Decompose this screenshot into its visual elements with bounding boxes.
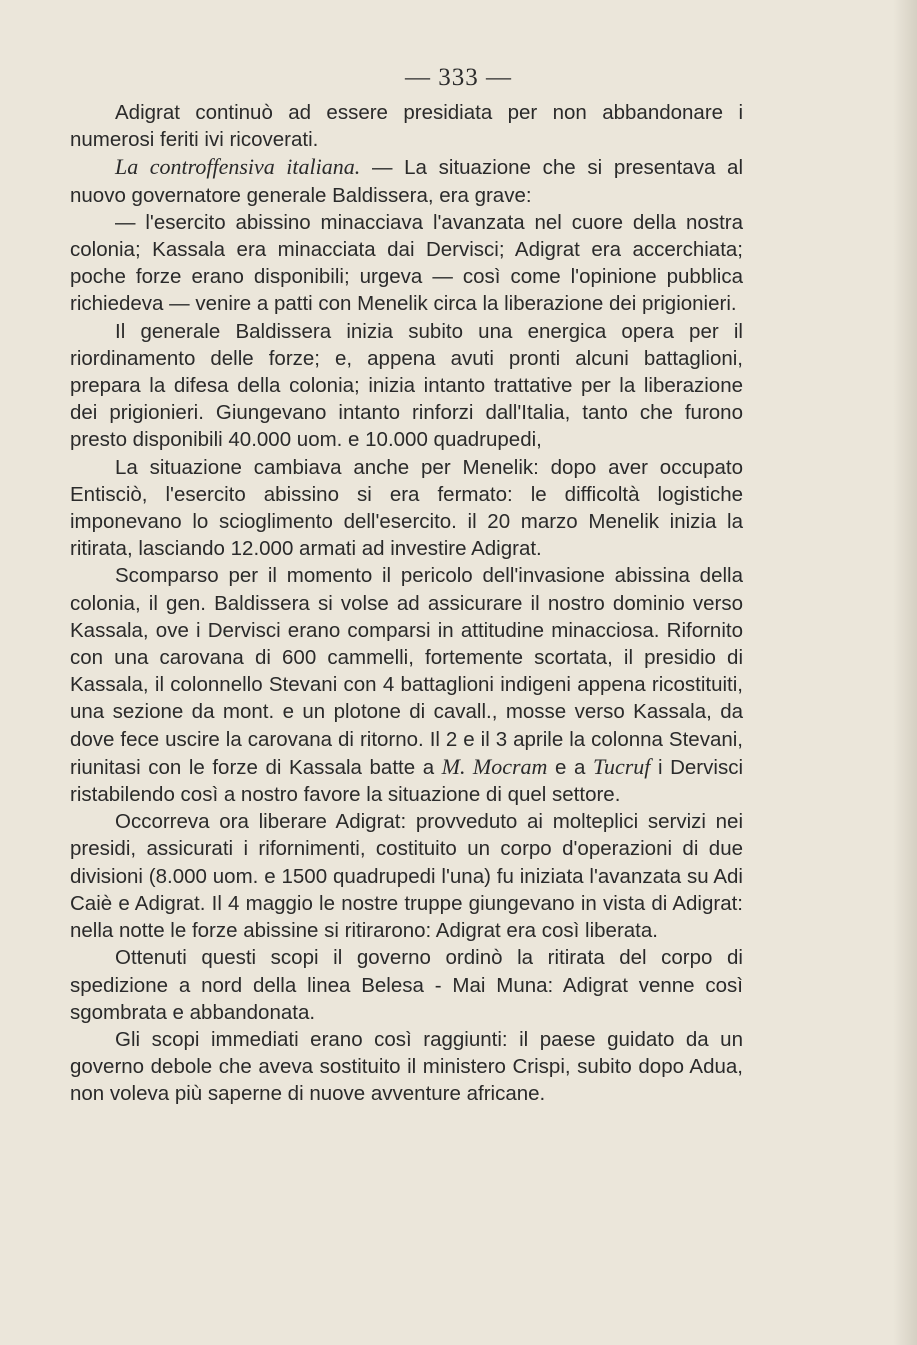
paragraph <box>70 153 743 208</box>
paragraph-text: Adigrat continuò ad essere presidiata per non abbandonare i numerosi feriti ivi ricoverati. <box>70 101 743 152</box>
place-name: M. Mocram <box>441 753 548 779</box>
paragraph <box>70 454 743 563</box>
paragraph-text: — La situazione che si presentava al nuovo governatore generale Baldissera, era grave: <box>70 156 743 207</box>
section-heading: La controffensiva italiana. <box>115 154 361 180</box>
paragraph-text: e a <box>547 755 593 779</box>
paragraph <box>70 99 743 153</box>
paragraph <box>70 209 743 318</box>
paragraph-text: Scomparso per il momento il pericolo dell'invasione abissina della colonia, il gen. Baldissera si volse ad assicurare il nostro dominio verso Kassala, ove i Dervisci erano comparsi in attitudine minacciosa. Rifornito con una carovana di 600 cammelli, fortemente scortata, il presidio di Kassala, il colonnello Stevani con 4 battaglioni indigeni appena ricostituiti, una sezione da mont. e un plotone di cavall., mosse verso Kassala, da dove fece uscire la carovana di ritorno. Il 2 e il 3 aprile la colonna Stevani, riunitasi con le forze di Kassala batte a <box>70 564 743 779</box>
paragraph <box>70 944 743 1026</box>
paragraph-text: Occorreva ora liberare Adigrat: provveduto ai molteplici servizi nei presidi, assicurati i rifornimenti, costituito un corpo d'operazioni di due divisioni (8.000 uom. e 1500 quadrupedi l'una) fu iniziata l'avanzata su Adi Caiè e Adigrat. Il 4 maggio le nostre truppe giungevano in vista di Adigrat: nella notte le forze abissine si ritirarono: Adigrat era così liberata. <box>70 810 743 943</box>
paragraph-text: Gli scopi immediati erano così raggiunti: il paese guidato da un governo debole che aveva sostituito il ministero Crispi, subito dopo Adua, non voleva più saperne di nuove avventure africane. <box>70 1027 743 1106</box>
paragraph-text: Il generale Baldissera inizia subito una energica opera per il riordinamento delle forze; e, appena avuti pronti alcuni battaglioni, prepara la difesa della colonia; inizia intanto trattative per la liberazione dei prigionieri. Giungevano intanto rinforzi dall'Italia, tanto che furono presto disponibili 40.000 uom. e 10.000 quadrupedi, <box>70 319 743 452</box>
paragraph <box>70 562 743 808</box>
paragraph <box>70 808 743 944</box>
paragraph <box>70 1026 743 1108</box>
paragraph-text: La situazione cambiava anche per Menelik: dopo aver occupato Entisciò, l'esercito abissino si era fermato: le difficoltà logistiche imponevano lo scioglimento dell'esercito. il 20 marzo Menelik inizia la ritirata, lasciando 12.000 armati ad investire Adigrat. <box>70 455 743 561</box>
paragraph-text: — l'esercito abissino minacciava l'avanzata nel cuore della nostra colonia; Kassala era minacciata dai Dervisci; Adigrat era accerchiata; poche forze erano disponibili; urgeva — così come l'opinione pubblica richiedeva — venire a patti con Menelik circa la liberazione dei prigionieri. <box>70 210 743 316</box>
place-name: Tucruf <box>592 753 651 779</box>
paragraph-text: Ottenuti questi scopi il governo ordinò la ritirata del corpo di spedizione a nord della linea Belesa - Mai Muna: Adigrat venne così sgombrata e abbandonata. <box>70 946 743 1024</box>
paragraph-text: i Dervisci ristabilendo così a nostro favore la situazione di quel settore. <box>70 755 743 807</box>
body-text <box>70 99 743 1108</box>
page-number: — 333 — <box>405 64 512 91</box>
paragraph <box>70 318 743 454</box>
